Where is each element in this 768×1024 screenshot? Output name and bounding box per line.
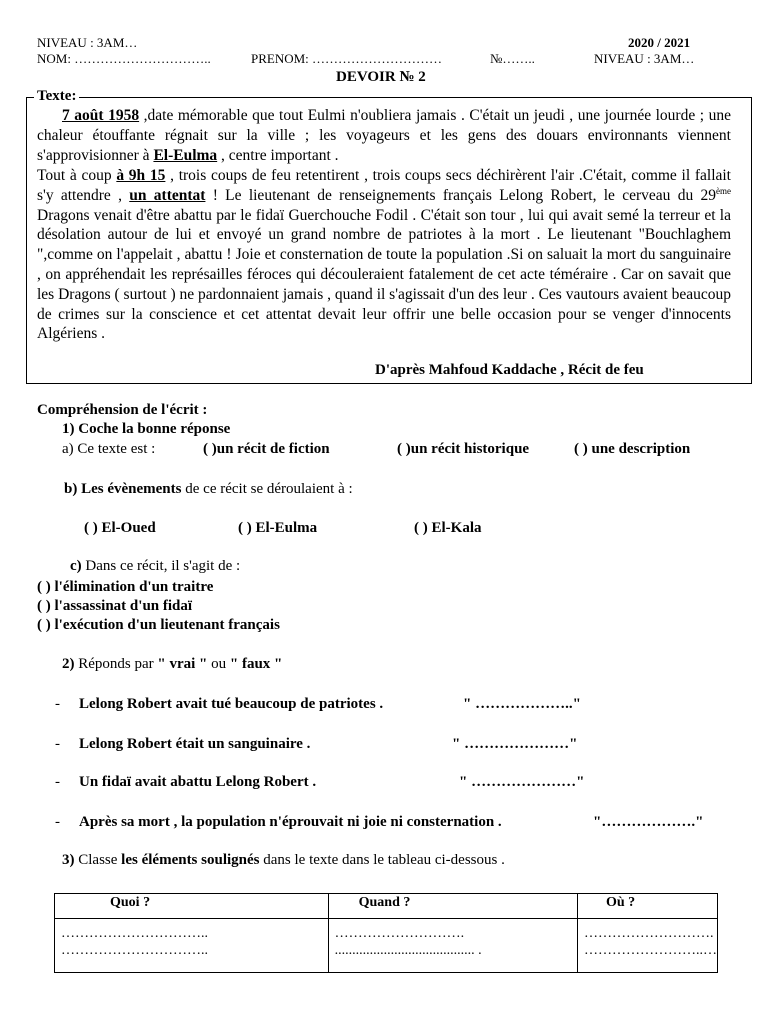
table-header-row [55, 894, 718, 919]
q1b-option-el-eulma[interactable]: ( ) El-Eulma [238, 520, 318, 536]
underlined-place: El-Eulma [153, 146, 218, 164]
q2-statement-4: Après sa mort , la population n'éprouvait ni joie ni consternation . [79, 814, 502, 830]
table-cell-ou[interactable]: ………………………. ……………………..… [578, 919, 718, 973]
q1c-option-lieutenant[interactable]: ( ) l'exécution d'un lieutenant français [37, 617, 280, 633]
q2-answer-1[interactable]: " ……………….." [463, 696, 581, 712]
q3-title: 3) Classe les éléments soulignés dans le texte dans le tableau ci-dessous . [62, 852, 505, 868]
q1-title: 1) Coche la bonne réponse [62, 421, 231, 437]
comprehension-heading: Compréhension de l'écrit : [37, 402, 208, 418]
q1b-option-el-oued[interactable]: ( ) El-Oued [84, 520, 156, 536]
q2-answer-4[interactable]: "………………." [593, 814, 704, 830]
q2-title: 2) Réponds par " vrai " ou " faux " [62, 656, 283, 672]
table-header-quand: Quand ? [328, 894, 577, 919]
q2-answer-2[interactable]: " …………………" [452, 736, 578, 752]
text-paragraph-1: 7 août 1958 ,date mémorable que tout Eulmi n'oubliera jamais . C'était un jeudi , une journée lourde ; une chaleur étouffante régnait sur la ville ; les voyageurs et les gens des douars environnants viennent s'approvisionner à El-Eulma , centre important . [37, 107, 731, 164]
classification-table [54, 893, 718, 973]
q2-statement-3: Un fidaï avait abattu Lelong Robert . [79, 774, 317, 790]
table-header-ou: Où ? [578, 894, 718, 919]
school-year: 2020 / 2021 [628, 35, 691, 50]
table-header-quoi: Quoi ? [55, 894, 329, 919]
q1a-prefix: a) Ce texte est : [62, 441, 156, 457]
q2-item-1: - [55, 696, 60, 712]
underlined-time: à 9h 15 [116, 167, 166, 184]
table-cell-quand[interactable]: ………………………. ........................................ . [328, 919, 577, 973]
q1a-option-historique[interactable]: ( )un récit historique [397, 441, 530, 457]
q2-item-2: - [55, 736, 60, 752]
q1a-option-fiction[interactable]: ( )un récit de fiction [203, 441, 330, 457]
niveau-label: NIVEAU : 3AM… [37, 35, 138, 50]
prenom-field: PRENOM: ………………………… [251, 51, 443, 66]
numero-field: №…….. [490, 51, 535, 66]
page-title: DEVOIR № 2 [336, 69, 426, 85]
underlined-event: un attentat [129, 186, 206, 204]
q1b-option-el-kala[interactable]: ( ) El-Kala [414, 520, 482, 536]
q2-answer-3[interactable]: " …………………" [459, 774, 585, 790]
q1c-option-fidai[interactable]: ( ) l'assassinat d'un fidaï [37, 598, 193, 614]
q2-item-4: - [55, 814, 60, 830]
table-cell-quoi[interactable]: ………………………….. ………………………….. [55, 919, 329, 973]
text-label: Texte: [34, 88, 79, 105]
text-paragraph-2: Tout à coup à 9h 15 , trois coups de feu retentirent , trois coups secs déchirèrent l'air .C'était, comme il fallait s'y attendre , un attentat ! Le lieutenant de renseignements français Lelong Robert, le cerveau du 29ème Dragons venait d'être abattu par le fidaï Guerchouche Fodil . C'était son tour , lui qui avait semé la terreur et la désolation autour de lui et envoyé un grand nombre de patriotes à la mort . Le lieutenant "Bouchlaghem ",comme on l'appelait , abattu ! Joie et consternation de toute la population .Si on saluait la mort du sanguinaire , on appréhendait les représailles féroces qui découleraient fatalement de cet acte téméraire . Car on savait que les Dragons ( surtout ) ne pardonnaient jamais , quand il s'agissait d'un des leur . Ces vautours avaient beaucoup de crimes sur la conscience et cet attentat devait leur offrir une belle occasion pour se venger d'innocents Algériens . [37, 167, 731, 343]
underlined-date: 7 août 1958 [62, 107, 140, 124]
text-source: D'après Mahfoud Kaddache , Récit de feu [375, 362, 644, 378]
q1b-label: b) Les évènements de ce récit se déroulaient à : [64, 481, 353, 497]
q2-statement-2: Lelong Robert était un sanguinaire . [79, 736, 311, 752]
q1a-option-description[interactable]: ( ) une description [574, 441, 691, 457]
q2-statement-1: Lelong Robert avait tué beaucoup de patriotes . [79, 696, 384, 712]
q2-item-3: - [55, 774, 60, 790]
q1c-option-traitre[interactable]: ( ) l'élimination d'un traitre [37, 579, 214, 595]
nom-field: NOM: ………………………….. [37, 51, 211, 66]
niveau-right: NIVEAU : 3AM… [594, 51, 695, 66]
q1c-label: c) Dans ce récit, il s'agit de : [70, 558, 241, 574]
table-row [55, 919, 718, 973]
